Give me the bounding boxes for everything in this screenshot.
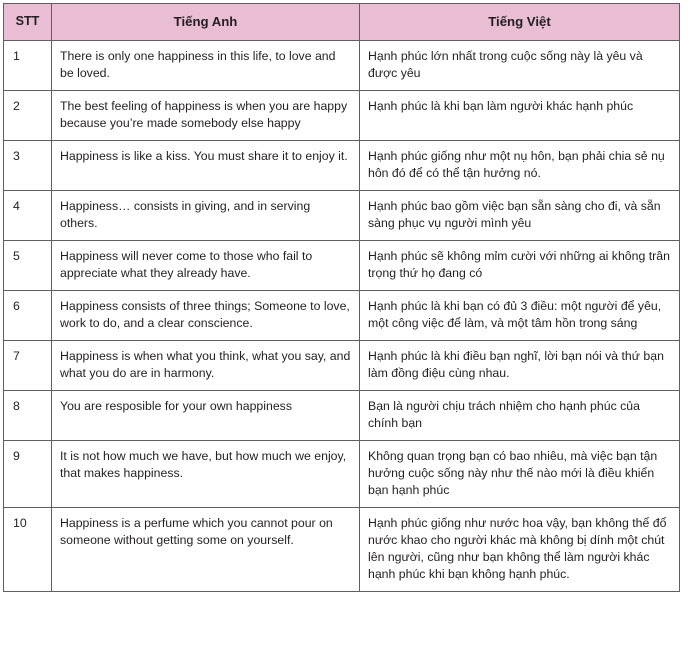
cell-index: 10	[4, 507, 52, 591]
cell-english: There is only one happiness in this life, to love and be loved.	[52, 41, 360, 91]
table-header	[4, 4, 680, 41]
quotes-table	[3, 3, 680, 592]
cell-vietnamese: Không quan trọng bạn có bao nhiêu, mà việc bạn tận hưởng cuộc sống này như thế nào mới là điều khiển bạn hạnh phúc	[360, 440, 680, 507]
cell-english: The best feeling of happiness is when you are happy because you’re made somebody else happy	[52, 91, 360, 141]
cell-vietnamese: Hạnh phúc là khi điều bạn nghĩ, lời bạn nói và thứ bạn làm đồng điệu cùng nhau.	[360, 340, 680, 390]
cell-vietnamese: Hạnh phúc là khi bạn có đủ 3 điều: một người để yêu, một công việc để làm, và một tâm hồn trong sáng	[360, 290, 680, 340]
cell-index: 2	[4, 91, 52, 141]
cell-english: Happiness is a perfume which you cannot pour on someone without getting some on yourself.	[52, 507, 360, 591]
cell-vietnamese: Hạnh phúc là khi bạn làm người khác hạnh phúc	[360, 91, 680, 141]
cell-vietnamese: Hạnh phúc bao gồm việc bạn sẵn sàng cho đi, và sẵn sàng phục vụ người mình yêu	[360, 191, 680, 241]
cell-index: 1	[4, 41, 52, 91]
table-row	[4, 440, 680, 507]
cell-english: You are resposible for your own happiness	[52, 390, 360, 440]
column-header-index: STT	[4, 4, 52, 41]
cell-index: 6	[4, 290, 52, 340]
table-row	[4, 41, 680, 91]
cell-vietnamese: Hạnh phúc sẽ không mỉm cười với những ai không trân trọng thứ họ đang có	[360, 240, 680, 290]
table-row	[4, 191, 680, 241]
table-row	[4, 141, 680, 191]
table-row	[4, 240, 680, 290]
cell-english: Happiness… consists in giving, and in serving others.	[52, 191, 360, 241]
cell-index: 9	[4, 440, 52, 507]
cell-index: 3	[4, 141, 52, 191]
cell-english: Happiness is like a kiss. You must share it to enjoy it.	[52, 141, 360, 191]
cell-index: 7	[4, 340, 52, 390]
column-header-vietnamese: Tiếng Việt	[360, 4, 680, 41]
cell-english: Happiness is when what you think, what you say, and what you do are in harmony.	[52, 340, 360, 390]
table-row	[4, 507, 680, 591]
cell-index: 8	[4, 390, 52, 440]
cell-english: It is not how much we have, but how much we enjoy, that makes happiness.	[52, 440, 360, 507]
table-row	[4, 340, 680, 390]
table-body	[4, 41, 680, 591]
cell-vietnamese: Bạn là người chịu trách nhiệm cho hạnh phúc của chính bạn	[360, 390, 680, 440]
column-header-english: Tiếng Anh	[52, 4, 360, 41]
cell-vietnamese: Hạnh phúc giống như nước hoa vậy, bạn không thể đổ nước khao cho người khác mà không bị dính một chút lên người, cũng như bạn không thể làm người khác hạnh phúc khi bạn không hạnh phúc.	[360, 507, 680, 591]
cell-english: Happiness consists of three things; Someone to love, work to do, and a clear conscience.	[52, 290, 360, 340]
cell-index: 5	[4, 240, 52, 290]
table-row	[4, 390, 680, 440]
cell-english: Happiness will never come to those who fail to appreciate what they already have.	[52, 240, 360, 290]
cell-vietnamese: Hạnh phúc lớn nhất trong cuộc sống này là yêu và được yêu	[360, 41, 680, 91]
table-header-row	[4, 4, 680, 41]
table-row	[4, 290, 680, 340]
cell-index: 4	[4, 191, 52, 241]
cell-vietnamese: Hạnh phúc giống như một nụ hôn, bạn phải chia sẻ nụ hôn đó để có thể tận hưởng nó.	[360, 141, 680, 191]
table-row	[4, 91, 680, 141]
